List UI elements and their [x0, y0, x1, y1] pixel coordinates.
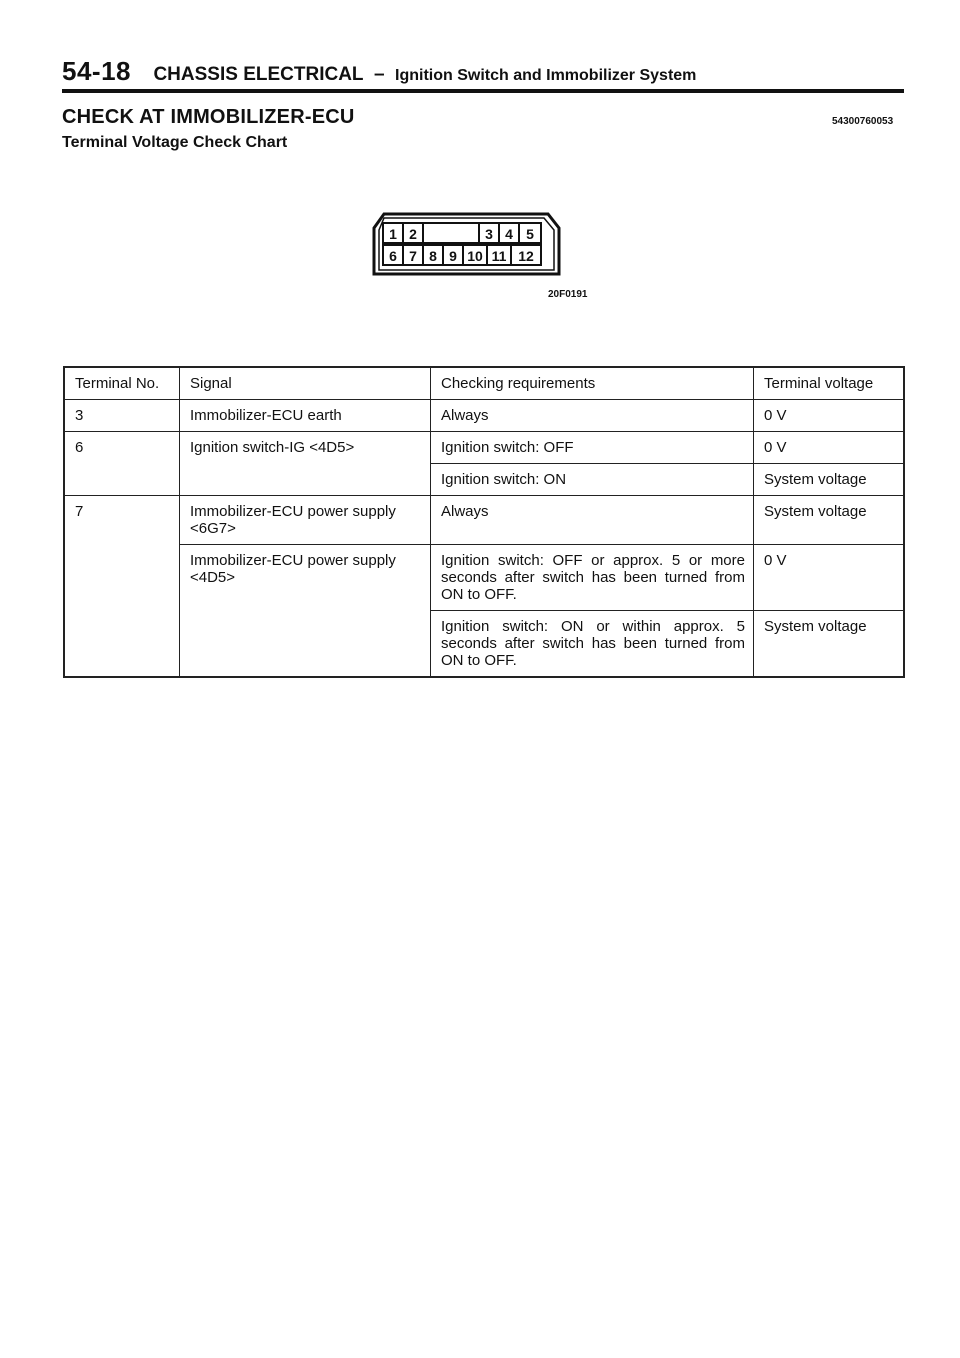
- figure-code: 20F0191: [548, 289, 588, 300]
- pin-number: 12: [518, 248, 534, 264]
- pin-number: 4: [505, 226, 513, 242]
- voltage-cell: 0 V: [754, 432, 905, 464]
- pin-number: 6: [389, 248, 397, 264]
- table-row: [64, 496, 904, 545]
- subsection-title: Ignition Switch and Immobilizer System: [395, 67, 697, 84]
- pin-number: 9: [449, 248, 457, 264]
- terminal-cell: 6: [64, 432, 180, 496]
- table-row: [64, 545, 904, 611]
- voltage-cell: System voltage: [754, 611, 905, 678]
- terminal-cell: 3: [64, 400, 180, 432]
- pin-number: 5: [526, 226, 534, 242]
- terminal-voltage-table: [63, 366, 905, 678]
- table-header-row: [64, 367, 904, 400]
- pin-number: 7: [409, 248, 417, 264]
- pin-number: 1: [389, 226, 397, 242]
- title-separator: –: [373, 64, 385, 85]
- chart-title: Terminal Voltage Check Chart: [62, 134, 288, 151]
- header-signal: Signal: [180, 367, 431, 400]
- connector-diagram: [372, 212, 562, 283]
- header-checking-requirements: Checking requirements: [431, 367, 754, 400]
- voltage-cell: System voltage: [754, 496, 905, 545]
- voltage-cell: System voltage: [754, 464, 905, 496]
- header-terminal-voltage: Terminal voltage: [754, 367, 905, 400]
- signal-cell: Immobilizer-ECU earth: [180, 400, 431, 432]
- requirement-cell: Ignition switch: ON: [431, 464, 754, 496]
- signal-cell: Immobilizer-ECU power supply <6G7>: [180, 496, 431, 545]
- requirement-cell: Always: [431, 496, 754, 545]
- requirement-cell: Ignition switch: ON or within approx. 5 seconds after switch has been turned from ON to OFF.: [431, 611, 754, 678]
- pin-number: 2: [409, 226, 417, 242]
- page-number: 54-18: [62, 56, 131, 86]
- requirement-cell: Ignition switch: OFF: [431, 432, 754, 464]
- section-title: CHASSIS ELECTRICAL: [153, 64, 364, 85]
- voltage-cell: 0 V: [754, 400, 905, 432]
- reference-code: 54300760053: [832, 116, 894, 127]
- pin-number: 11: [491, 248, 507, 264]
- page-header: [62, 56, 904, 93]
- voltage-cell: 0 V: [754, 545, 905, 611]
- table-row: [64, 432, 904, 464]
- pin-number: 3: [485, 226, 493, 242]
- signal-cell: Immobilizer-ECU power supply <4D5>: [180, 545, 431, 678]
- connector-face: [372, 212, 562, 278]
- requirement-cell: Always: [431, 400, 754, 432]
- requirement-cell: Ignition switch: OFF or approx. 5 or more seconds after switch has been turned from ON to OFF.: [431, 545, 754, 611]
- table-row: [64, 400, 904, 432]
- pin-number: 8: [429, 248, 437, 264]
- header-terminal-no: Terminal No.: [64, 367, 180, 400]
- pin-number: 10: [467, 248, 483, 264]
- check-heading: CHECK AT IMMOBILIZER-ECU: [62, 106, 355, 128]
- terminal-cell: 7: [64, 496, 180, 678]
- signal-cell: Ignition switch-IG <4D5>: [180, 432, 431, 496]
